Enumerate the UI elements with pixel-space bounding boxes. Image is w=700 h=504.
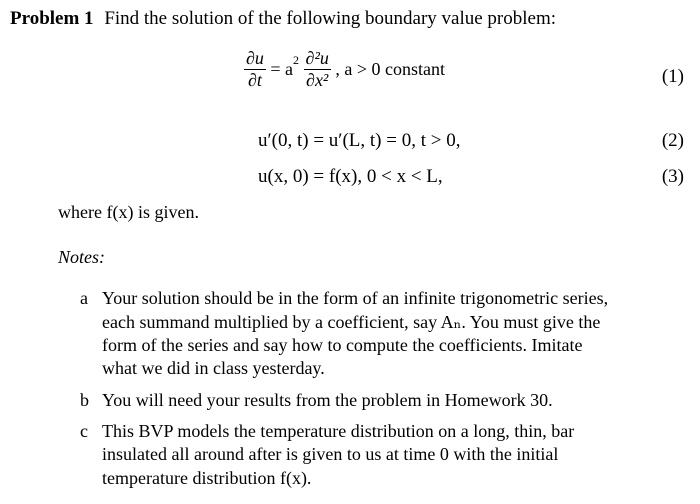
eq1-lhs-fraction xyxy=(244,48,266,91)
note-c-line-1: This BVP models the temperature distribution on a long, thin, bar xyxy=(102,421,575,441)
eq1-lhs-denominator: ∂t xyxy=(244,69,266,91)
note-a-line-1: Your solution should be in the form of an infinite trigonometric series, xyxy=(102,288,609,308)
eq1-rhs-denominator: ∂x² xyxy=(304,69,331,91)
note-a-line-4: what we did in class yesterday. xyxy=(102,358,325,378)
note-a-line-2: each summand multiplied by a coefficient, say Aₙ. You must give the xyxy=(102,312,601,332)
note-a-line-3: form of the series and say how to compute the coefficients. Imitate xyxy=(102,335,583,355)
eq1-lhs-numerator: ∂u xyxy=(246,48,264,68)
problem-statement: Find the solution of the following boundary value problem: xyxy=(104,8,557,29)
note-b-line-1: You will need your results from the problem in Homework 30. xyxy=(102,390,553,410)
notes-heading: Notes: xyxy=(58,247,105,267)
equation-2: u′(0, t) = u′(L, t) = 0, t > 0, xyxy=(258,130,461,151)
note-c-marker: c xyxy=(80,421,88,441)
given-text: where f(x) is given. xyxy=(58,202,199,222)
equation-1 xyxy=(244,48,445,91)
eq2-number: (2) xyxy=(661,130,684,151)
eq3-number: (3) xyxy=(661,166,684,187)
eq1-number: (1) xyxy=(661,66,684,87)
note-a-marker: a xyxy=(80,288,88,308)
eq1-rhs-numerator: ∂²u xyxy=(305,48,329,68)
equation-3: u(x, 0) = f(x), 0 < x < L, xyxy=(258,166,443,187)
eq1-condition: , a > 0 constant xyxy=(335,59,445,79)
eq1-exponent: 2 xyxy=(293,52,300,67)
note-c-line-3: temperature distribution f(x). xyxy=(102,468,312,488)
eq1-equals: = a xyxy=(270,59,294,79)
problem-header xyxy=(10,8,556,30)
note-c-line-2: insulated all around after is given to us at time 0 with the initial xyxy=(102,444,559,464)
eq1-rhs-fraction xyxy=(304,48,331,91)
note-b-marker: b xyxy=(80,390,89,410)
problem-label: Problem 1 xyxy=(10,8,94,29)
